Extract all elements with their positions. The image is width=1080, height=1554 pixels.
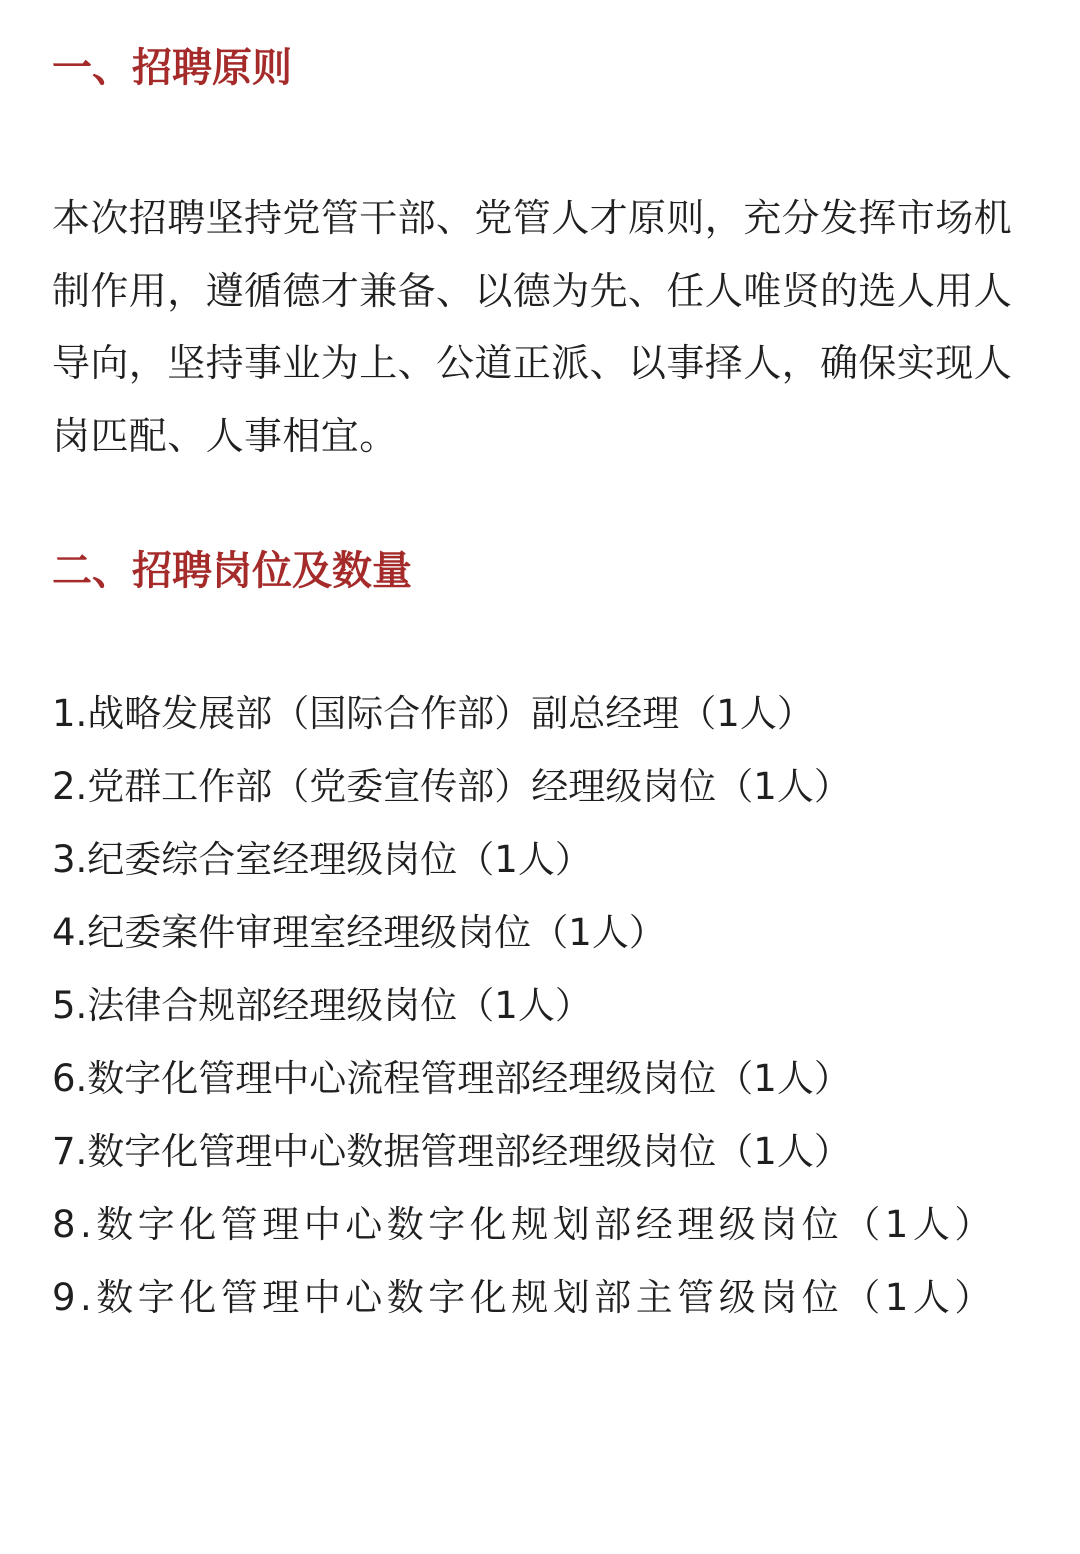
position-item-4: 4.纪委案件审理室经理级岗位（1人） xyxy=(52,911,666,954)
position-item-9: 9.数字化管理中心数字化规划部主管级岗位（1人） xyxy=(52,1276,996,1319)
section-title-positions-and-quantity: 二、招聘岗位及数量 xyxy=(52,548,412,594)
recruitment-principles-paragraph: 本次招聘坚持党管干部、党管人才原则，充分发挥市场机制作用，遵循德才兼备、以德为先、任人唯贤的选人用人导向，坚持事业为上、公道正派、以事择人，确保实现人岗匹配、人事相宜。 xyxy=(52,196,1013,458)
position-item-1: 1.战略发展部（国际合作部）副总经理（1人） xyxy=(52,692,814,735)
position-item-6: 6.数字化管理中心流程管理部经理级岗位（1人） xyxy=(52,1057,851,1100)
position-item-2: 2.党群工作部（党委宣传部）经理级岗位（1人） xyxy=(52,765,851,808)
position-item-3: 3.纪委综合室经理级岗位（1人） xyxy=(52,838,592,881)
position-item-5: 5.法律合规部经理级岗位（1人） xyxy=(52,984,592,1027)
position-item-7: 7.数字化管理中心数据管理部经理级岗位（1人） xyxy=(52,1130,851,1173)
position-item-8: 8.数字化管理中心数字化规划部经理级岗位（1人） xyxy=(52,1203,996,1246)
section-title-recruitment-principles: 一、招聘原则 xyxy=(52,45,292,91)
positions-list xyxy=(52,677,1032,1334)
